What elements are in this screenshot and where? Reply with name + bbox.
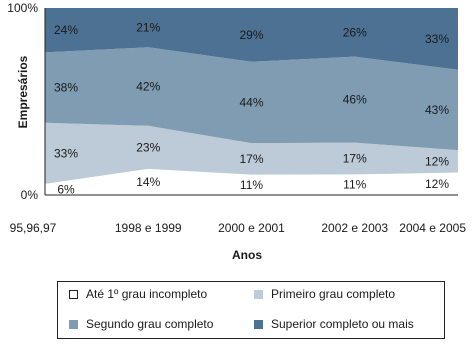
legend-item-ate-1-grau xyxy=(69,287,207,301)
legend-label: Superior completo ou mais xyxy=(271,317,414,331)
data-label: 12% xyxy=(424,176,450,191)
data-label: 11% xyxy=(239,177,264,192)
data-label: 29% xyxy=(239,27,264,42)
x-tick-label: 1998 e 1999 xyxy=(114,221,182,235)
legend-swatch xyxy=(69,320,78,329)
data-label: 42% xyxy=(136,79,161,94)
x-tick-label: 2004 e 2005 xyxy=(399,221,466,235)
x-tick-label: 95,96,97 xyxy=(9,221,57,235)
data-label: 24% xyxy=(53,23,79,38)
legend-item-superior xyxy=(254,317,414,331)
legend-label: Segundo grau completo xyxy=(86,317,214,331)
data-label: 33% xyxy=(53,146,79,161)
legend-label: Primeiro grau completo xyxy=(271,287,396,301)
legend xyxy=(57,281,445,339)
x-tick-label: 2000 e 2001 xyxy=(218,221,285,235)
y-tick-label: 100% xyxy=(7,1,38,15)
data-label: 12% xyxy=(424,154,450,169)
legend-swatch xyxy=(69,290,78,299)
data-label: 33% xyxy=(424,31,450,46)
data-label: 44% xyxy=(239,95,264,110)
data-label: 46% xyxy=(342,92,367,107)
x-axis-title: Anos xyxy=(232,248,262,262)
x-tick-labels xyxy=(10,221,467,235)
legend-swatch xyxy=(254,290,263,299)
data-label: 23% xyxy=(136,140,161,155)
legend-item-primeiro-grau xyxy=(254,287,395,301)
data-label: 21% xyxy=(136,20,161,35)
data-label: 38% xyxy=(53,80,79,95)
x-tick-label: 2002 e 2003 xyxy=(321,221,389,235)
data-label: 14% xyxy=(136,174,161,189)
data-label: 11% xyxy=(343,177,367,192)
data-label: 26% xyxy=(342,25,367,40)
data-label: 17% xyxy=(342,151,367,166)
data-label: 43% xyxy=(424,102,450,117)
y-tick-label: 0% xyxy=(20,188,38,202)
legend-item-segundo-grau xyxy=(69,317,213,331)
data-label: 17% xyxy=(239,151,264,166)
data-label: 6% xyxy=(57,182,75,197)
y-axis-title: Empresários xyxy=(16,55,30,129)
legend-swatch xyxy=(254,320,263,329)
legend-label: Até 1º grau incompleto xyxy=(86,287,208,301)
